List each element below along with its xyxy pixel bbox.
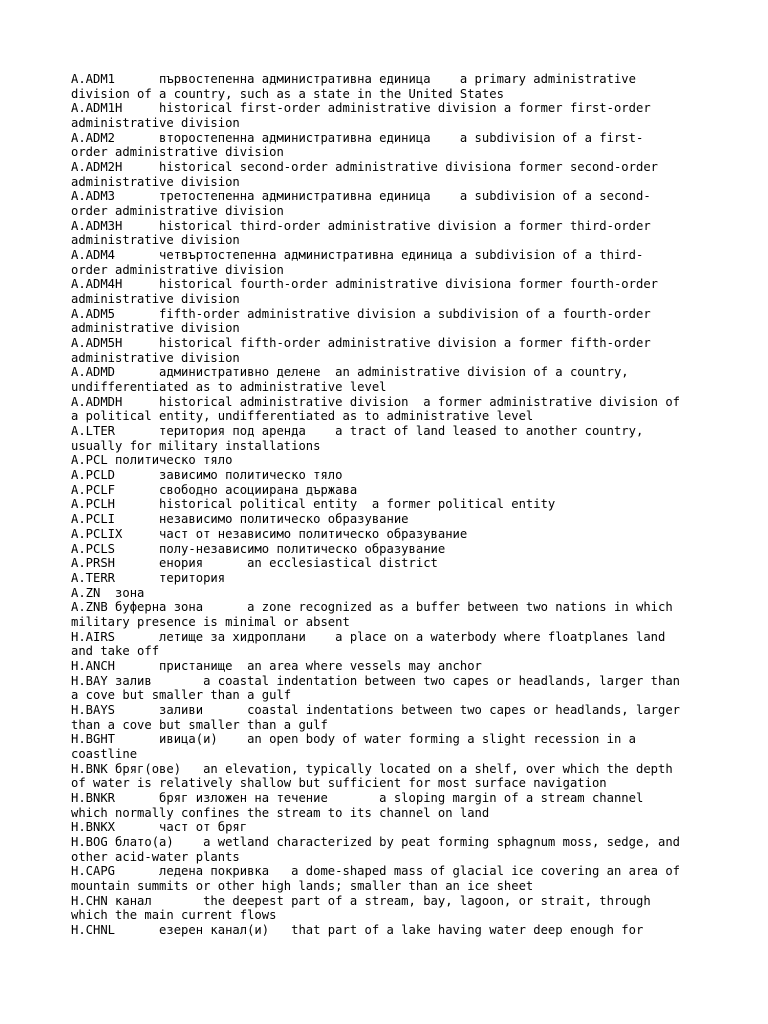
text-line: A.ADMDH historical administrative division a former administrative division of [71,394,681,409]
text-line: A.ZN зона [71,585,145,600]
text-line: A.ADM2 второстепенна административна единица a subdivision of a first- [71,130,644,145]
text-line: administrative division [71,116,240,131]
text-line: division of a country, such as a state in the United States [71,86,504,101]
text-line: H.ANCH пристанище an area where vessels may anchor [71,658,482,673]
text-line: administrative division [71,321,240,336]
text-line: A.ADM4H historical fourth-order administrative divisiona former fourth-order [71,277,658,292]
text-line: A.ADM1H historical first-order administrative division a former first-order [71,101,651,116]
text-line: A.ADM2H historical second-order administrative divisiona former second-order [71,160,658,175]
text-line: mountain summits or other high lands; smaller than an ice sheet [71,878,534,893]
text-line: usually for military installations [71,438,321,453]
text-line: of water is relatively shallow but sufficient for most surface navigation [71,776,607,791]
text-line: order administrative division [71,204,284,219]
text-line: order administrative division [71,262,284,277]
text-line: H.AIRS летище за хидроплани a place on a waterbody where floatplanes land [71,629,666,644]
text-line: H.BAY залив a coastal indentation between two capes or headlands, larger than [71,673,681,688]
text-line: other acid-water plants [71,849,240,864]
text-line: which the main current flows [71,908,277,923]
text-line: A.ADM5 fifth-order administrative division a subdivision of a fourth-order [71,306,651,321]
text-line: A.PCLF свободно асоциирана държава [71,482,358,497]
text-line: A.ADM1 първостепенна административна единица a primary administrative [71,72,636,86]
text-line: A.PCLH historical political entity a former political entity [71,497,556,512]
text-line: administrative division [71,233,240,248]
text-line: H.BAYS заливи coastal indentations between two capes or headlands, larger [71,702,681,717]
text-line: administrative division [71,174,240,189]
text-line: H.CHN канал the deepest part of a stream, bay, lagoon, or strait, through [71,893,651,908]
text-line: A.PCL политическо тяло [71,453,233,468]
text-line: military presence is minimal or absent [71,614,350,629]
text-line: H.BNK бряг(ове) an elevation, typically located on a shelf, over which the depth [71,761,673,776]
text-line: A.TERR територия [71,570,226,585]
text-line: A.ADM5H historical fifth-order administrative division a former fifth-order [71,336,651,351]
text-line: coastline [71,746,138,761]
text-line: H.BGHT ивица(и) an open body of water forming a slight recession in a [71,732,636,747]
text-line: A.PCLIX част от независимо политическо образувание [71,526,468,541]
text-line: A.PRSH енория an ecclesiastical district [71,556,438,571]
text-line: a cove but smaller than a gulf [71,688,292,703]
text-line: H.BNKR бряг изложен на течение a sloping margin of a stream channel [71,790,644,805]
text-line: A.ADM4 четвъртостепенна административна единица a subdivision of a third- [71,248,644,263]
text-line: and take off [71,644,160,659]
text-line: H.CHNL езерен канал(и) that part of a lake having water deep enough for [71,922,644,937]
text-line: administrative division [71,350,240,365]
text-line: order administrative division [71,145,284,160]
text-line: A.LTER територия под аренда a tract of land leased to another country, [71,424,644,439]
text-line: A.ADM3 третостепенна административна единица a subdivision of a second- [71,189,651,204]
text-line: A.ADM3H historical third-order administrative division a former third-order [71,218,651,233]
text-line: A.PCLD зависимо политическо тяло [71,468,343,483]
text-line: A.PCLI независимо политическо образувание [71,512,409,527]
text-line: a political entity, undifferentiated as to administrative level [71,409,534,424]
text-line: which normally confines the stream to its channel on land [71,805,490,820]
feature-code-list [71,72,701,938]
text-line: administrative division [71,292,240,307]
text-line: H.CAPG ледена покривка a dome-shaped mass of glacial ice covering an area of [71,864,681,879]
text-line: H.BOG блато(а) a wetland characterized by peat forming sphagnum moss, sedge, and [71,834,681,849]
text-line: undifferentiated as to administrative level [71,380,387,395]
text-line: A.ZNB буферна зона a zone recognized as a buffer between two nations in which [71,600,673,615]
text-line: H.BNKX част от бряг [71,820,248,835]
text-line: than a cove but smaller than a gulf [71,717,328,732]
text-line: A.ADMD административно делене an administrative division of a country, [71,365,629,380]
text-line: A.PCLS полу-независимо политическо образувание [71,541,446,556]
